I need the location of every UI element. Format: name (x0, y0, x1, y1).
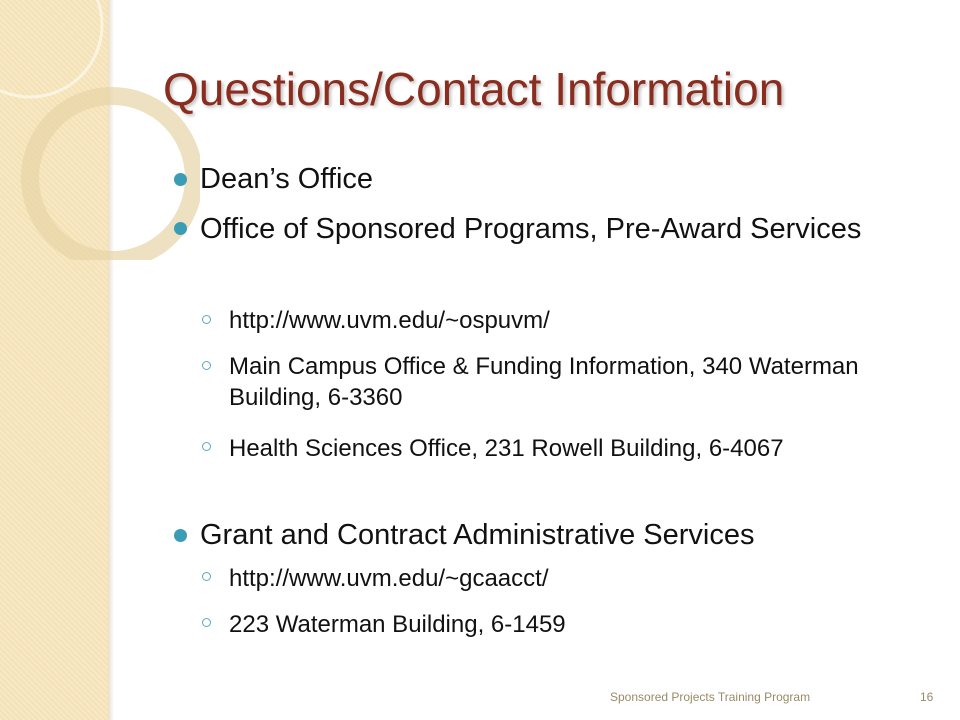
link-ospuvm[interactable]: http://www.uvm.edu/~ospuvm/ (229, 307, 550, 334)
sub-main-campus-office: Main Campus Office & Funding Information, 340 Waterman Building, 6-3360 (229, 353, 859, 411)
sub-bullet-marker (202, 315, 211, 324)
bullet-deans-office: Dean’s Office (200, 163, 374, 195)
sub-health-sciences-office: Health Sciences Office, 231 Rowell Building, 6-4067 (229, 435, 784, 462)
footer-text: Sponsored Projects Training Program (610, 690, 811, 704)
sub-bullet-marker (202, 442, 211, 451)
bullet-sponsored-programs: Office of Sponsored Programs, Pre-Award Services (200, 213, 862, 245)
sub-bullet-marker (202, 618, 211, 627)
bullet-grant-contract: Grant and Contract Administrative Services (200, 519, 755, 551)
slide-title: Questions/Contact Information (163, 63, 785, 115)
bullet-marker (174, 529, 187, 542)
bullet-marker (174, 222, 187, 235)
sub-waterman-building: 223 Waterman Building, 6-1459 (229, 611, 566, 638)
page-number: 16 (920, 690, 934, 704)
link-gcaacct[interactable]: http://www.uvm.edu/~gcaacct/ (229, 565, 549, 592)
sub-bullet-marker (202, 572, 211, 581)
bullet-marker (174, 173, 187, 186)
sub-bullet-marker (202, 361, 211, 370)
